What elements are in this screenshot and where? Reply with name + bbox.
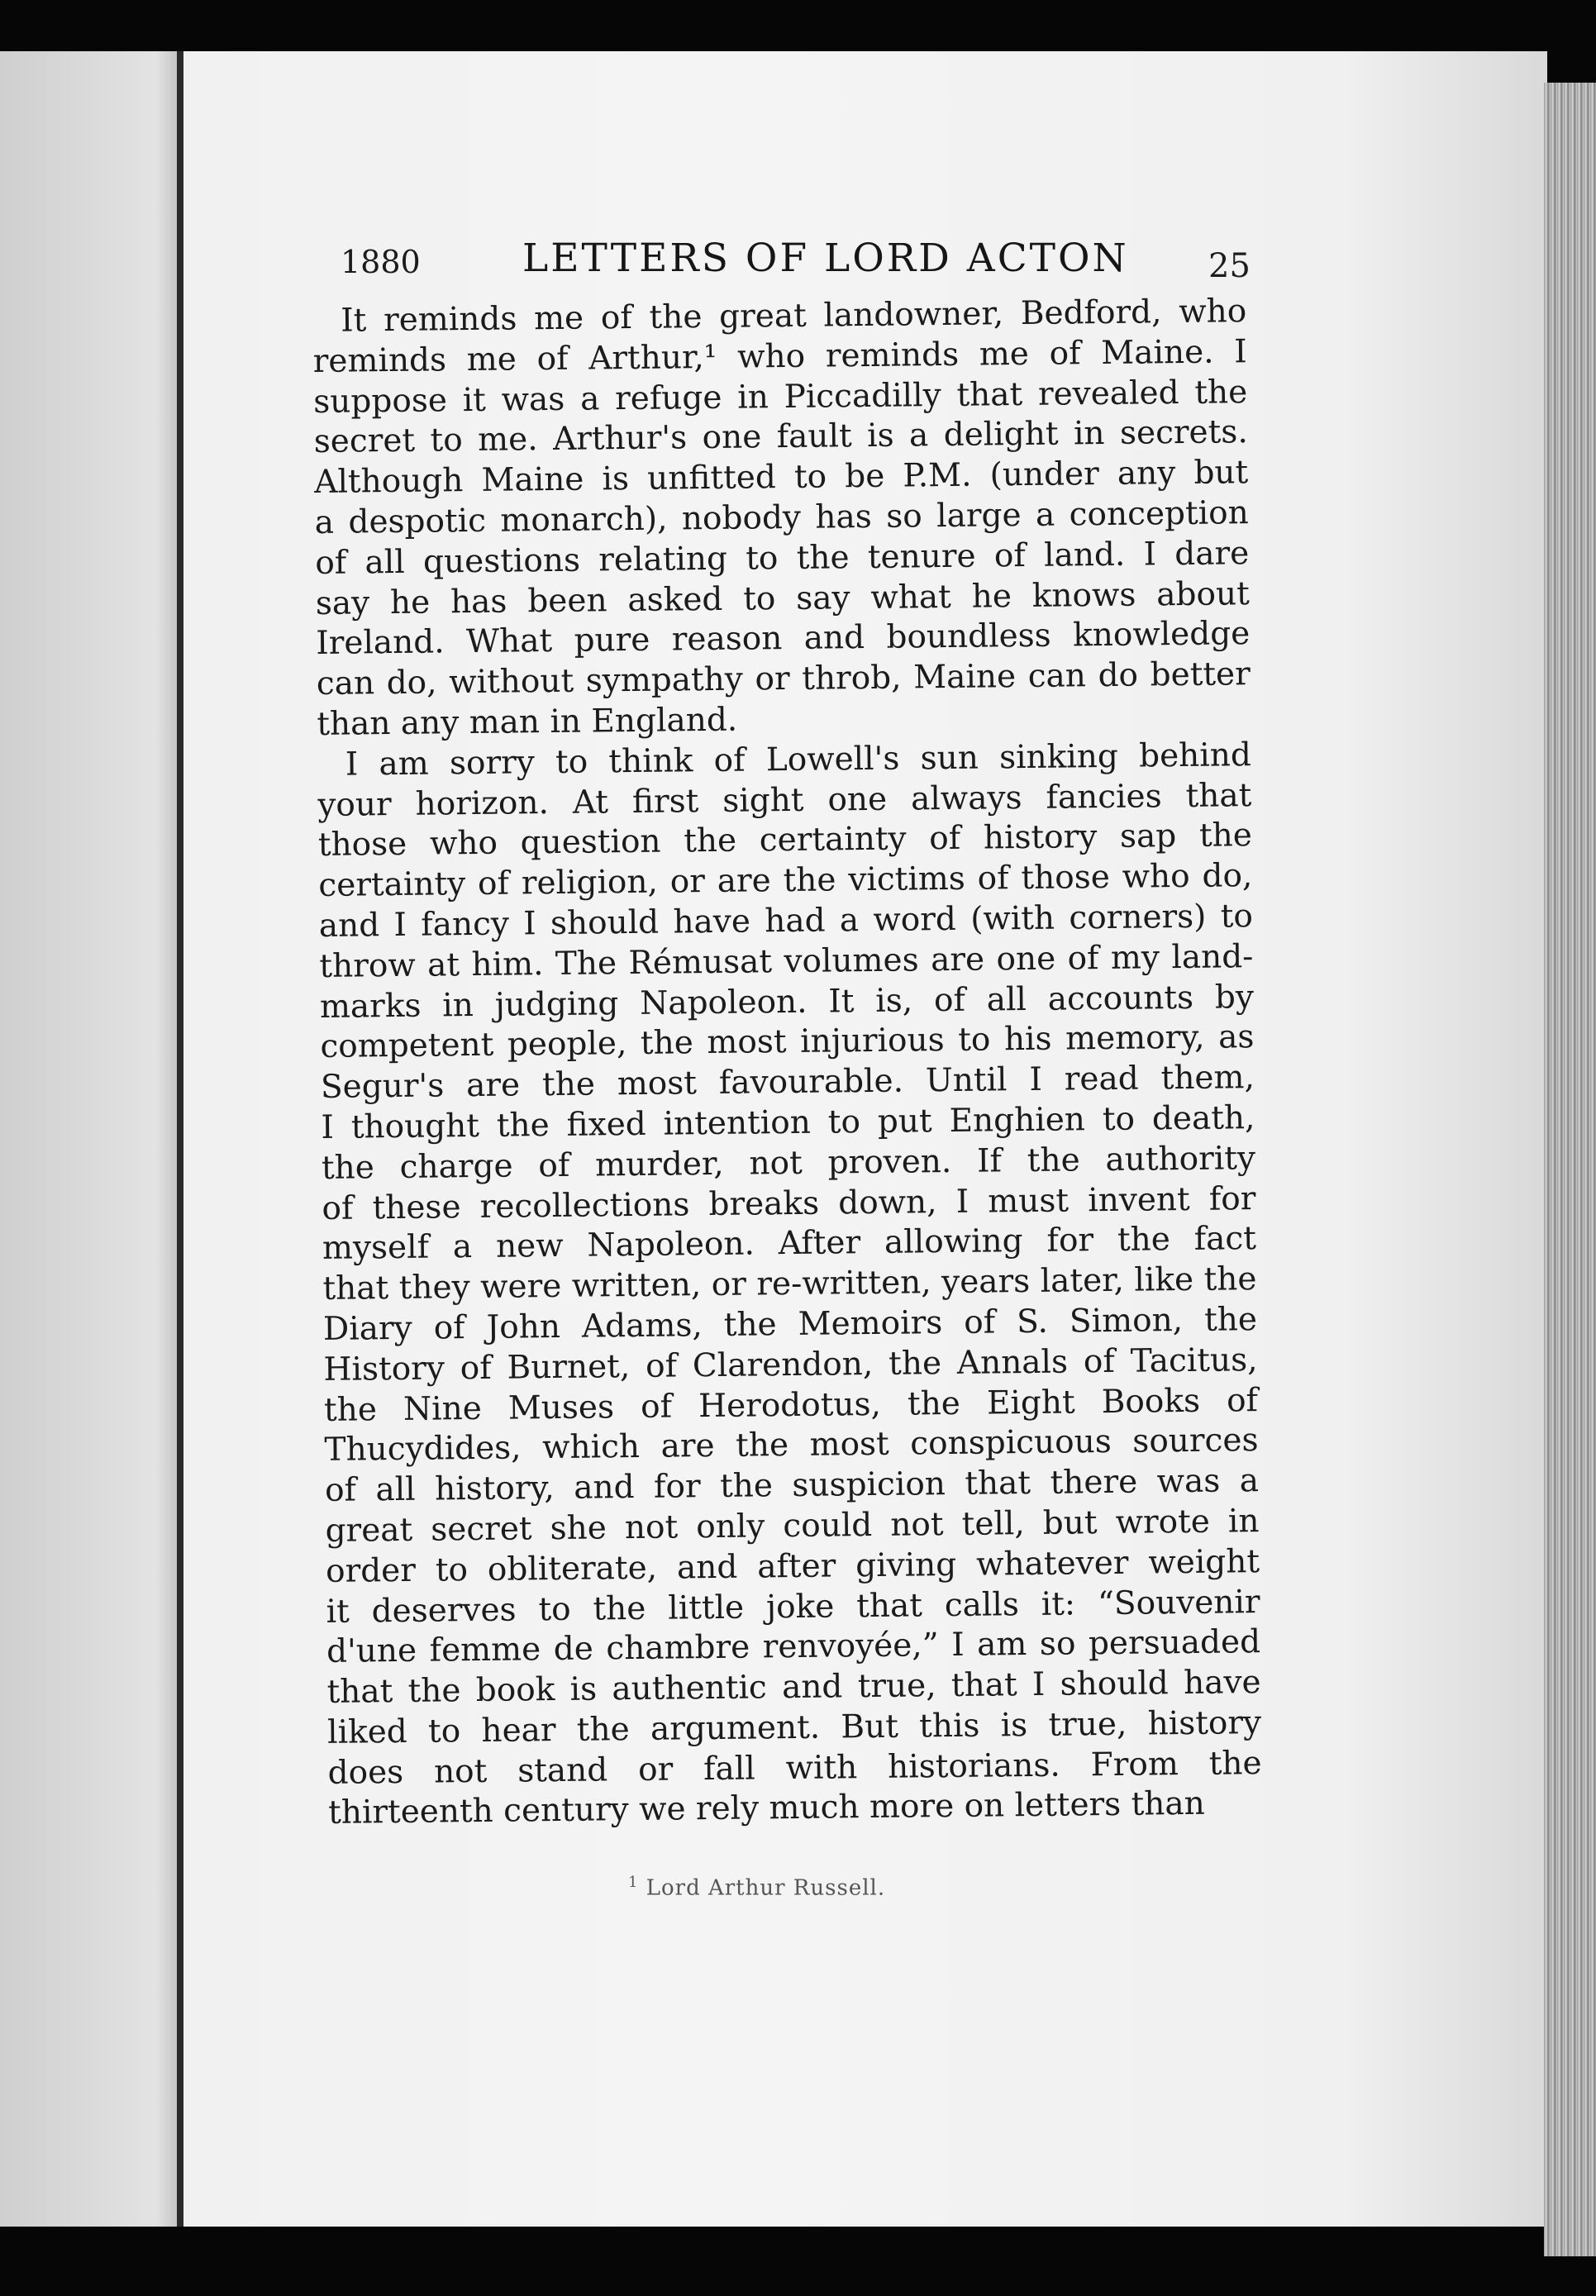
text-line: reminds me of Arthur,¹ who reminds me of Maine. I [312, 332, 1247, 380]
text-line: certainty of religion, or are the victims of those who do, [318, 857, 1253, 905]
text-line: a despotic monarch), nobody has so large a conception [314, 494, 1249, 541]
text-line: marks in judging Napoleon. It is, of all accounts by [319, 978, 1255, 1026]
text-line: of all questions relating to the tenure of land. I dare [315, 534, 1250, 582]
text-line: throw at him. The Rémusat volumes are one of my land- [319, 937, 1254, 985]
running-head [341, 236, 1250, 293]
text-line: of these recollections breaks down, I must invent for [322, 1179, 1256, 1227]
text-line: It reminds me of the great landowner, Bedford, who [341, 293, 1247, 340]
text-line: I thought the fixed intention to put Enghien to death, [321, 1099, 1255, 1146]
facing-page-edge [0, 51, 183, 2227]
text-line: Diary of John Adams, the Memoirs of S. Simon, the [322, 1301, 1258, 1348]
text-line: does not stand or fall with historians. From the [327, 1744, 1262, 1792]
paragraph [312, 292, 1251, 745]
running-head-title: LETTERS OF LORD ACTON [522, 236, 1129, 281]
text-line: it deserves to the little joke that calls it: “Souvenir [326, 1583, 1260, 1631]
text-line: your horizon. At first sight one always fancies that [317, 776, 1252, 824]
text-line: the charge of murder, not proven. If the authority [321, 1139, 1256, 1187]
text-line: can do, without sympathy or throb, Maine can do better [316, 655, 1251, 703]
text-line: say he has been asked to say what he knows about [315, 574, 1250, 622]
text-line: liked to hear the argument. But this is true, history [326, 1703, 1262, 1751]
text-line: competent people, the most injurious to his memory, as [320, 1018, 1255, 1066]
paragraph [317, 736, 1263, 1834]
text-line: myself a new Napoleon. After allowing for the fact [322, 1220, 1257, 1268]
text-line: suppose it was a refuge in Piccadilly that revealed the [313, 373, 1248, 421]
text-line: that they were written, or re-written, years later, like the [322, 1260, 1257, 1308]
text-line: secret to me. Arthur's one fault is a delight in secrets. [313, 413, 1248, 461]
text-line: that the book is authentic and true, that I should have [326, 1664, 1261, 1712]
running-head-year: 1880 [341, 244, 421, 280]
body-text [312, 292, 1262, 1834]
text-line: I am sorry to think of Lowell's sun sinking behind [345, 736, 1252, 784]
text-line: History of Burnet, of Clarendon, the Annals of Tacitus, [323, 1341, 1258, 1389]
text-line: order to obliterate, and after giving whatever weight [325, 1542, 1260, 1590]
text-line: Although Maine is unfitted to be P.M. (under any but [314, 454, 1249, 502]
text-line: Segur's are the most favourable. Until I read them, [320, 1059, 1255, 1107]
text-line: than any man in England. [317, 701, 738, 743]
text-line: d'une femme de chambre renvoyée,” I am so persuaded [326, 1623, 1261, 1671]
footnote-text: Lord Arthur Russell. [646, 1875, 886, 1901]
text-line: those who question the certainty of history sap the [317, 817, 1253, 865]
text-line: Thucydides, which are the most conspicuous sources [324, 1422, 1259, 1470]
page-number: 25 [1208, 247, 1251, 285]
text-line: the Nine Muses of Herodotus, the Eight Books of [323, 1381, 1259, 1429]
footnote [628, 1874, 885, 1901]
text-line: of all history, and for the suspicion that there was a [324, 1462, 1260, 1510]
page-stack-edge [1544, 83, 1596, 2256]
text-line: and I fancy I should have had a word (with corners) to [318, 898, 1254, 945]
text-line: great secret she not only could not tell, but wrote in [325, 1502, 1260, 1550]
footnote-marker: 1 [628, 1874, 639, 1891]
text-line: Ireland. What pure reason and boundless knowledge [316, 615, 1251, 663]
text-line: thirteenth century we rely much more on letters than [327, 1785, 1205, 1832]
